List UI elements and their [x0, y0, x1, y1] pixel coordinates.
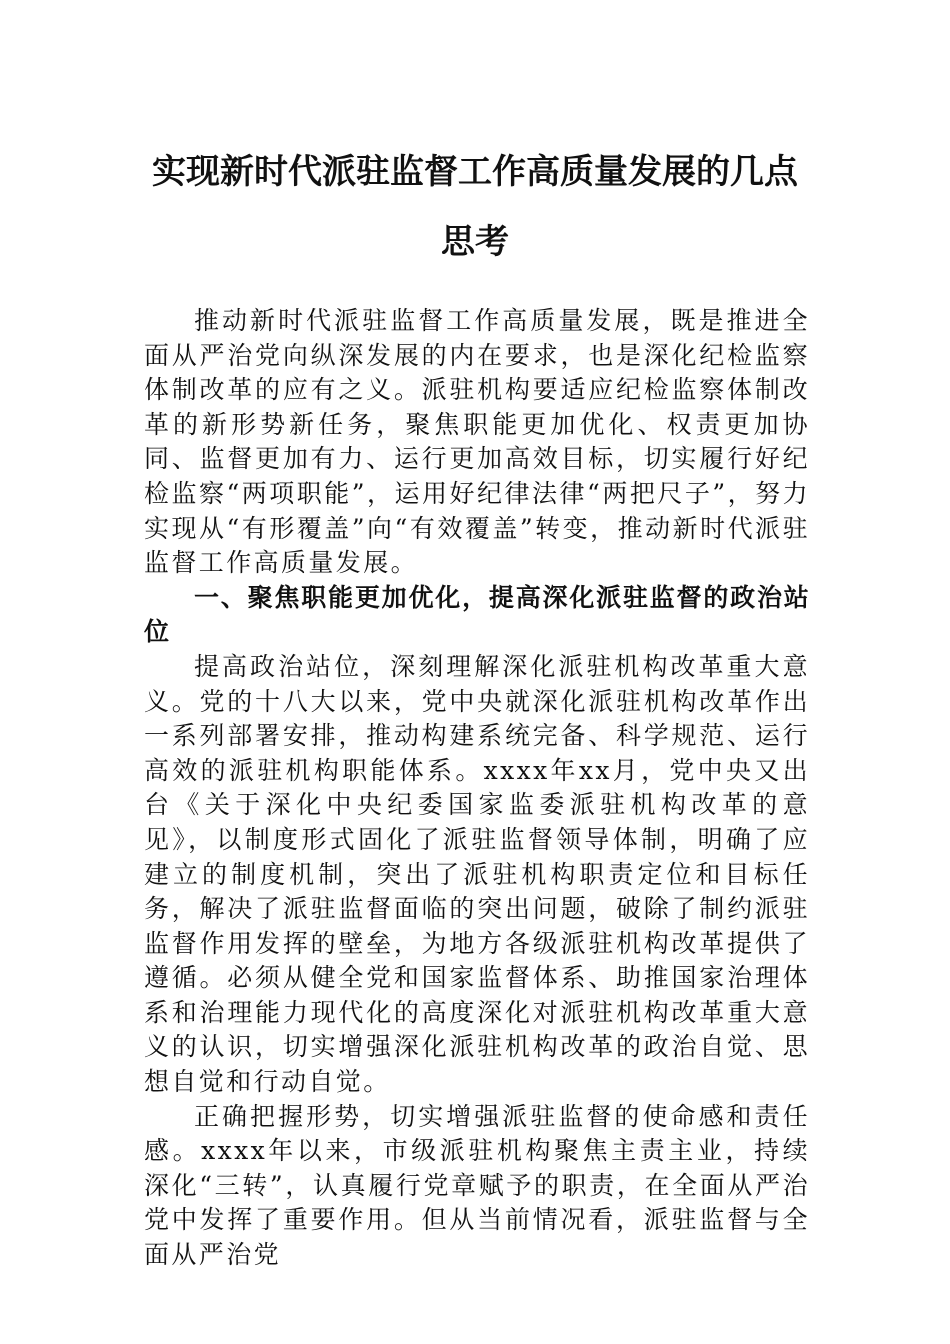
section-heading: 一、聚焦职能更加优化，提高深化派驻监督的政治站位 — [144, 582, 810, 647]
intro-paragraph: 推动新时代派驻监督工作高质量发展，既是推进全面从严治党向纵深发展的内在要求，也是深化纪检监察体制改革的应有之义。派驻机构要适应纪检监察体制改革的新形势新任务，聚焦职能更加优化、权责更加协同、监督更加有力、运行更加高效目标，切实履行好纪检监察“两项职能”，运用好纪律法律“两把尺子”，努力实现从“有形覆盖”向“有效覆盖”转变，推动新时代派驻监督工作高质量发展。 — [144, 306, 810, 578]
document-body — [144, 304, 810, 1273]
document-title: 实现新时代派驻监督工作高质量发展的几点思考 — [152, 152, 798, 262]
body-paragraph: 正确把握形势，切实增强派驻监督的使命感和责任感。xxxx年以来，市级派驻机构聚焦主责主业，持续深化“三转”，认真履行党章赋予的职责，在全面从严治党中发挥了重要作用。但从当前情况看，派驻监督与全面从严治党 — [144, 1101, 810, 1270]
body-paragraph: 提高政治站位，深刻理解深化派驻机构改革重大意义。党的十八大以来，党中央就深化派驻机构改革作出一系列部署安排，推动构建系统完备、科学规范、运行高效的派驻机构职能体系。xxxx年xx月，党中央又出台《关于深化中央纪委国家监委派驻机构改革的意见》，以制度形式固化了派驻监督领导体制，明确了应建立的制度机制，突出了派驻机构职责定位和目标任务，解决了派驻监督面临的突出问题，破除了制约派驻监督作用发挥的壁垒，为地方各级派驻机构改革提供了遵循。必须从健全党和国家监督体系、助推国家治理体系和治理能力现代化的高度深化对派驻机构改革重大意义的认识，切实增强深化派驻机构改革的政治自觉、思想自觉和行动自觉。 — [144, 651, 810, 1097]
